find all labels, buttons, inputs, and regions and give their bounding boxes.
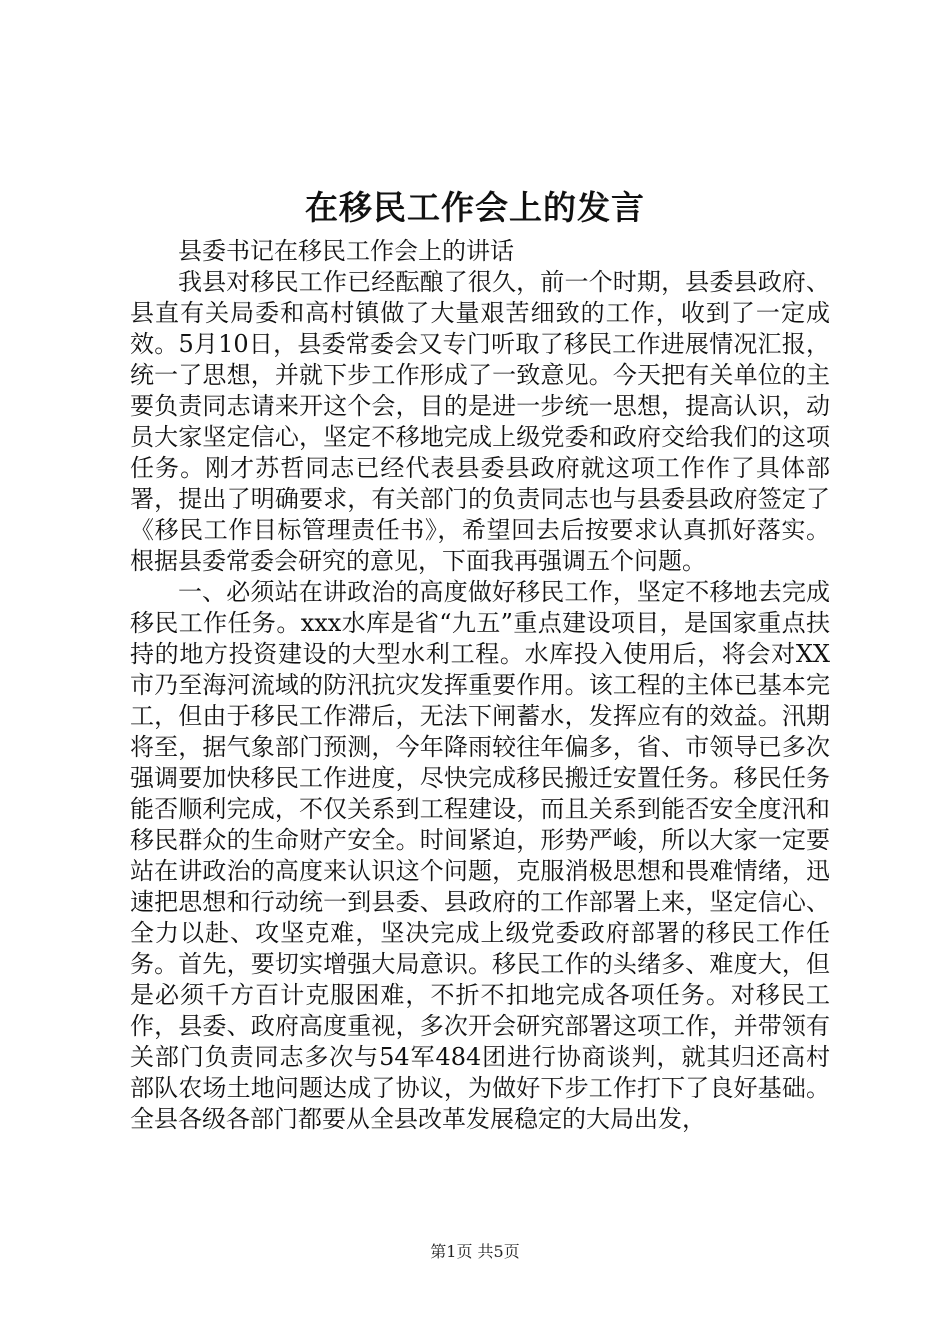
document-body xyxy=(130,236,830,1135)
intro-paragraph: 我县对移民工作已经酝酿了很久，前一个时期，县委县政府、县直有关局委和高村镇做了大量艰苦细致的工作，收到了一定成效。5月10日，县委常委会又专门听取了移民工作进展情况汇报，统一了思想，并就下步工作形成了一致意见。今天把有关单位的主要负责同志请来开这个会，目的是进一步统一思想，提高认识，动员大家坚定信心，坚定不移地完成上级党委和政府交给我们的这项任务。刚才苏哲同志已经代表县委县政府就这项工作作了具体部署，提出了明确要求，有关部门的负责同志也与县委县政府签定了《移民工作目标管理责任书》，希望回去后按要求认真抓好落实。根据县委常委会研究的意见，下面我再强调五个问题。 xyxy=(130,268,830,575)
point-one-paragraph: 一、必须站在讲政治的高度做好移民工作，坚定不移地去完成移民工作任务。xxx水库是省“九五”重点建设项目，是国家重点扶持的地方投资建设的大型水利工程。水库投入使用后，将会对XX市乃至海河流域的防汛抗灾发挥重要作用。该工程的主体已基本完工，但由于移民工作滞后，无法下闸蓄水，发挥应有的效益。汛期将至，据气象部门预测，今年降雨较往年偏多，省、市领导已多次强调要加快移民工作进度，尽快完成移民搬迁安置任务。移民任务能否顺利完成，不仅关系到工程建设，而且关系到能否安全度汛和移民群众的生命财产安全。时间紧迫，形势严峻，所以大家一定要站在讲政治的高度来认识这个问题，克服消极思想和畏难情绪，迅速把思想和行动统一到县委、县政府的工作部署上来，坚定信心、全力以赴、攻坚克难，坚决完成上级党委政府部署的移民工作任务。首先，要切实增强大局意识。移民工作的头绪多、难度大，但是必须千方百计克服困难，不折不扣地完成各项任务。对移民工作，县委、政府高度重视，多次开会研究部署这项工作，并带领有关部门负责同志多次与54军484团进行协商谈判，就其归还高村部队农场土地问题达成了协议，为做好下步工作打下了良好基础。全县各级各部门都要从全县改革发展稳定的大局出发， xyxy=(130,578,830,1133)
document-title: 在移民工作会上的发言 xyxy=(305,188,645,227)
page-number-footer: 第1页 共5页 xyxy=(430,1242,520,1261)
speech-subtitle-paragraph: 县委书记在移民工作会上的讲话 xyxy=(178,237,514,265)
